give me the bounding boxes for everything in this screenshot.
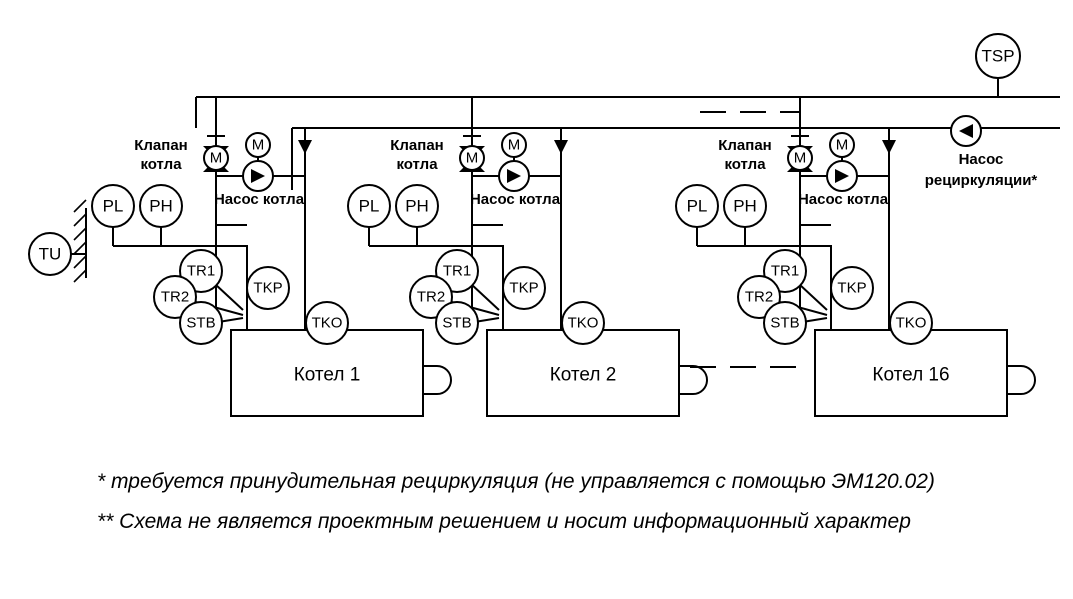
boiler-2-tag-pl (348, 185, 390, 227)
boiler-2-pump-motor-label: M (507, 136, 521, 154)
boiler-1-burner (423, 366, 451, 394)
boiler-16-tag-tkp (831, 267, 873, 309)
boiler-16-tag-tr1-label: TR1 (770, 262, 800, 280)
boiler-16-valve-label-line1: Клапан (718, 137, 772, 154)
boiler-1-pump (243, 133, 273, 191)
boiler-1-pump-label: Насос котла (213, 191, 305, 208)
boiler-2-tag-tkp-label: TKP (509, 279, 539, 297)
boiler-2-tag-tr1-label: TR1 (442, 262, 472, 280)
boiler-2-pump-label: Насос котла (469, 191, 561, 208)
boiler-2-tag-tkp (503, 267, 545, 309)
boiler-1-valve-label-line2: котла (140, 156, 182, 173)
boiler-1-tag-tko (306, 302, 348, 344)
boiler-1-valve-label-line1: Клапан (134, 137, 188, 154)
boiler-16-name: Котел 16 (872, 364, 950, 386)
boiler-1-valve-motor-label: M (209, 149, 223, 167)
supply-header-line (196, 97, 1060, 128)
boiler-2-valve-motor-label: M (465, 149, 479, 167)
recirc-pump-label-line1: Насос (958, 151, 1004, 168)
boiler-1-tag-stb-label: STB (186, 314, 216, 332)
boiler-2-tag-ph (396, 185, 438, 227)
boiler-1-tag-tr1-label: TR1 (186, 262, 216, 280)
boiler-1-tag-ph-label: PH (149, 196, 173, 216)
boiler-2-name: Котел 2 (549, 364, 617, 386)
boiler-16-tag-ph (724, 185, 766, 227)
tag-tsp-label: TSP (981, 46, 1015, 66)
boiler-16-tag-ph-label: PH (733, 196, 757, 216)
boiler-unit-16 (676, 97, 1035, 416)
boiler-2-tag-tko-label: TKO (567, 314, 599, 332)
boiler-1-tag-pl (92, 185, 134, 227)
boiler-16-tag-tr2-label: TR2 (744, 288, 774, 306)
boiler-2-pump (499, 133, 529, 191)
note-1: * требуется принудительная рециркуляция (не управляется с помощью ЭМ120.02) (97, 470, 935, 493)
note-2: ** Схема не является проектным решением и носит информационный характер (97, 510, 911, 533)
boiler-2-tag-stb-label: STB (442, 314, 472, 332)
boiler-16-pump-motor-label: M (835, 136, 849, 154)
boiler-16-tag-tko-label: TKO (895, 314, 927, 332)
boiler-2-burner (679, 366, 707, 394)
boiler-16-tag-tko (890, 302, 932, 344)
boiler-1-flow-arrow (298, 140, 312, 154)
boiler-2-tag-pl-label: PL (358, 196, 380, 216)
boiler-16-flow-arrow (882, 140, 896, 154)
boiler-1-tag-tkp (247, 267, 289, 309)
boiler-16-burner (1007, 366, 1035, 394)
boiler-2-tag-tko (562, 302, 604, 344)
boiler-2-tag-ph-label: PH (405, 196, 429, 216)
boiler-2-tag-tr2-label: TR2 (416, 288, 446, 306)
boiler-16-tag-pl (676, 185, 718, 227)
boiler-1-tag-ph (140, 185, 182, 227)
boiler-1-tag-tr2-label: TR2 (160, 288, 190, 306)
boiler-16-tag-tkp-label: TKP (837, 279, 867, 297)
tag-tu-label: TU (38, 244, 62, 264)
boiler-1-name: Котел 1 (293, 364, 361, 386)
boiler-1-tag-tko-label: TKO (311, 314, 343, 332)
boiler-1-valve (203, 136, 229, 172)
boiler-16-pump-label: Насос котла (797, 191, 889, 208)
boiler-1-tag-tkp-label: TKP (253, 279, 283, 297)
recirc-pump-label-line2: рециркуляции* (924, 172, 1038, 189)
recirc-pump (925, 116, 1038, 189)
boiler-1-tag-pl-label: PL (102, 196, 124, 216)
tag-tu (29, 233, 86, 275)
boiler-16-tag-pl-label: PL (686, 196, 708, 216)
wall-hatch (74, 200, 86, 282)
boiler-2-valve-label-line1: Клапан (390, 137, 444, 154)
boiler-1-pump-motor-label: M (251, 136, 265, 154)
boiler-2-valve-label-line2: котла (396, 156, 438, 173)
boiler-16-valve (787, 136, 813, 172)
boiler-16-valve-motor-label: M (793, 149, 807, 167)
boiler-16-pump (827, 133, 857, 191)
boiler-2-tag-stb (436, 302, 478, 344)
boiler-2-flow-arrow (554, 140, 568, 154)
boiler-2-valve (459, 136, 485, 172)
tag-tsp (976, 34, 1020, 78)
boiler-1-tag-stb (180, 302, 222, 344)
boiler-16-tag-stb (764, 302, 806, 344)
boiler-16-tag-stb-label: STB (770, 314, 800, 332)
boiler-16-valve-label-line2: котла (724, 156, 766, 173)
